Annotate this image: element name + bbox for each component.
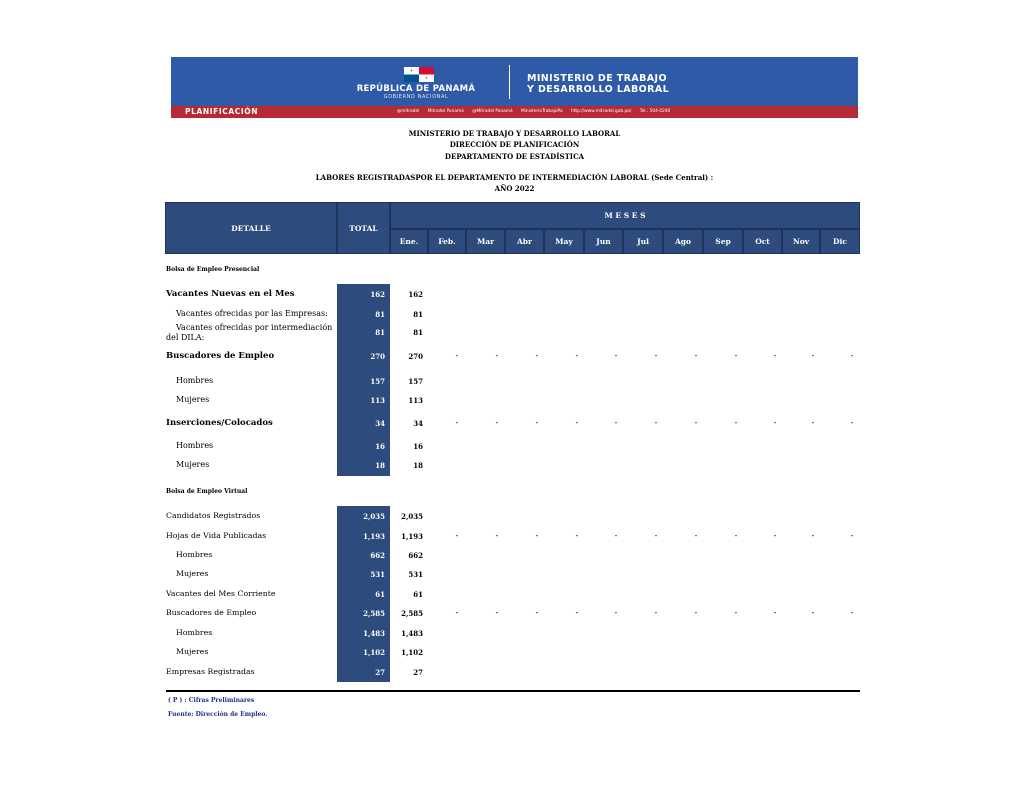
row-label: Mujeres xyxy=(176,647,209,656)
section-presencial: Bolsa de Empleo Presencial xyxy=(166,266,260,273)
month-dash-cell: - xyxy=(455,531,459,540)
total-cell: 1,193 xyxy=(363,532,385,541)
row-label: Empresas Registradas xyxy=(166,667,255,676)
month-dash-cell: - xyxy=(654,608,658,617)
month-dash-cell: - xyxy=(495,418,499,427)
month-jun: Jun xyxy=(584,229,623,254)
month-ago: Ago xyxy=(663,229,703,254)
total-cell: 2,585 xyxy=(363,609,385,618)
ene-cell: 270 xyxy=(408,352,423,361)
twitter-link[interactable]: @mitradel xyxy=(397,109,420,114)
row-label: Hombres xyxy=(176,376,214,385)
month-jul: Jul xyxy=(623,229,663,254)
month-oct: Oct xyxy=(743,229,782,254)
republica-title: REPÚBLICA DE PANAMÁ xyxy=(356,84,476,94)
row-label-cont: del DILA: xyxy=(166,333,205,342)
planificacion-label: PLANIFICACIÓN xyxy=(185,107,259,116)
ene-cell: 2,585 xyxy=(401,609,423,618)
month-dash-cell: - xyxy=(850,531,854,540)
month-dash-cell: - xyxy=(575,418,579,427)
month-dash-cell: - xyxy=(614,608,618,617)
month-dash-cell: - xyxy=(654,351,658,360)
ministerio-line1: MINISTERIO DE TRABAJO xyxy=(527,73,667,84)
total-cell: 662 xyxy=(370,551,385,560)
month-dash-cell: - xyxy=(535,351,539,360)
month-dash-cell: - xyxy=(575,608,579,617)
month-dash-cell: - xyxy=(575,531,579,540)
total-cell: 81 xyxy=(375,328,385,337)
instagram-link[interactable]: @Mitradel Panamá xyxy=(472,109,513,114)
month-dash-cell: - xyxy=(455,351,459,360)
ene-cell: 16 xyxy=(413,442,423,451)
month-dash-cell: - xyxy=(694,351,698,360)
month-dash-cell: - xyxy=(734,418,738,427)
ministerio-line2: Y DESARROLLO LABORAL xyxy=(527,84,670,95)
gobierno-subtitle: GOBIERNO NACIONAL xyxy=(383,94,449,100)
youtube-link[interactable]: MinisterioTrabajoPa xyxy=(521,109,563,114)
month-dash-cell: - xyxy=(850,351,854,360)
month-dash-cell: - xyxy=(535,608,539,617)
total-cell: 157 xyxy=(370,377,385,386)
ene-cell: 1,102 xyxy=(401,648,423,657)
month-dash-cell: - xyxy=(850,418,854,427)
banner-divider xyxy=(509,65,510,99)
month-dash-cell: - xyxy=(811,531,815,540)
month-dic: Dic xyxy=(820,229,860,254)
month-dash-cell: - xyxy=(614,418,618,427)
banner-top xyxy=(171,57,858,106)
month-dash-cell: - xyxy=(614,531,618,540)
ene-cell: 157 xyxy=(408,377,423,386)
month-ene: Ene. xyxy=(390,229,428,254)
month-dash-cell: - xyxy=(575,351,579,360)
month-mar: Mar xyxy=(466,229,505,254)
month-dash-cell: - xyxy=(694,531,698,540)
month-dash-cell: - xyxy=(734,531,738,540)
ene-cell: 27 xyxy=(413,668,423,677)
note-preliminar: ( P ) : Cifras Preliminares xyxy=(168,697,255,704)
month-dash-cell: - xyxy=(773,351,777,360)
month-feb: Feb. xyxy=(428,229,466,254)
month-dash-cell: - xyxy=(455,608,459,617)
facebook-link[interactable]: Mitradel Panamá xyxy=(427,109,464,114)
row-label: Mujeres xyxy=(176,569,209,578)
ene-cell: 1,483 xyxy=(401,629,423,638)
month-dash-cell: - xyxy=(535,418,539,427)
row-label: Vacantes ofrecidas por las Empresas: xyxy=(176,309,328,318)
heading-ministerio: MINISTERIO DE TRABAJO Y DESARROLLO LABORAL xyxy=(408,129,621,138)
section-virtual: Bolsa de Empleo Virtual xyxy=(166,488,248,495)
row-label: Buscadores de Empleo xyxy=(166,608,257,617)
header-meses: M E S E S xyxy=(390,202,860,229)
total-cell: 162 xyxy=(370,290,385,299)
ene-cell: 34 xyxy=(413,419,423,428)
month-dash-cell: - xyxy=(811,351,815,360)
ene-cell: 81 xyxy=(413,310,423,319)
month-dash-cell: - xyxy=(495,531,499,540)
month-dash-cell: - xyxy=(811,608,815,617)
month-dash-cell: - xyxy=(654,418,658,427)
total-cell: 1,102 xyxy=(363,648,385,657)
total-cell: 1,483 xyxy=(363,629,385,638)
row-label: Mujeres xyxy=(176,395,210,404)
month-abr: Abr xyxy=(505,229,544,254)
heading-departamento: DEPARTAMENTO DE ESTADÍSTICA xyxy=(444,152,585,161)
month-dash-cell: - xyxy=(850,608,854,617)
panama-flag-icon xyxy=(404,67,434,82)
total-cell: 16 xyxy=(375,442,385,451)
header-total: TOTAL xyxy=(337,202,390,254)
report-title: LABORES REGISTRADASPOR EL DEPARTAMENTO DE INTERMEDIACIÓN LABORAL (Sede Central) : xyxy=(315,173,714,182)
month-dash-cell: - xyxy=(495,351,499,360)
total-cell: 270 xyxy=(370,352,385,361)
month-dash-cell: - xyxy=(535,531,539,540)
website-link[interactable]: http://www.mitradel.gob.pa/ xyxy=(570,109,632,114)
report-year: AÑO 2022 xyxy=(494,184,535,193)
table-bottom-rule xyxy=(166,690,860,692)
month-dash-cell: - xyxy=(614,351,618,360)
note-fuente: Fuente: Dirección de Empleo. xyxy=(168,711,268,718)
month-dash-cell: - xyxy=(734,608,738,617)
month-dash-cell: - xyxy=(495,608,499,617)
heading-direccion: DIRECCIÓN DE PLANIFICACIÓN xyxy=(449,140,580,149)
total-cell: 61 xyxy=(375,590,385,599)
ene-cell: 113 xyxy=(408,396,423,405)
total-cell: 113 xyxy=(370,396,385,405)
row-label: Hombres xyxy=(176,550,213,559)
month-dash-cell: - xyxy=(773,531,777,540)
month-sep: Sep xyxy=(703,229,743,254)
row-label: Vacantes del Mes Corriente xyxy=(166,589,276,598)
ene-cell: 162 xyxy=(408,290,423,299)
total-cell: 81 xyxy=(375,310,385,319)
ene-cell: 2,035 xyxy=(401,512,423,521)
row-label: Vacantes ofrecidas por intermediación xyxy=(176,323,333,332)
phone-text: Tel.: 504-0240 xyxy=(639,109,671,114)
month-dash-cell: - xyxy=(694,608,698,617)
ene-cell: 531 xyxy=(408,570,423,579)
header-detalle: DETALLE xyxy=(165,202,337,254)
row-label: Mujeres xyxy=(176,460,210,469)
total-cell: 18 xyxy=(375,461,385,470)
row-label: Hombres xyxy=(176,441,214,450)
row-label: Vacantes Nuevas en el Mes xyxy=(166,289,295,299)
total-cell: 27 xyxy=(375,668,385,677)
month-dash-cell: - xyxy=(455,418,459,427)
header-banner xyxy=(171,57,858,118)
row-label: Hojas de Vida Publicadas xyxy=(166,531,267,540)
row-label: Candidatos Registrados xyxy=(166,511,261,520)
ene-cell: 1,193 xyxy=(401,532,423,541)
social-links xyxy=(397,109,677,114)
month-dash-cell: - xyxy=(811,418,815,427)
month-may: May xyxy=(544,229,584,254)
ene-cell: 61 xyxy=(413,590,423,599)
month-dash-cell: - xyxy=(773,608,777,617)
ene-cell: 662 xyxy=(408,551,423,560)
ene-cell: 81 xyxy=(413,328,423,337)
month-dash-cell: - xyxy=(734,351,738,360)
row-label: Inserciones/Colocados xyxy=(166,418,273,428)
total-cell: 2,035 xyxy=(363,512,385,521)
month-nov: Nov xyxy=(782,229,820,254)
ene-cell: 18 xyxy=(413,461,423,470)
month-dash-cell: - xyxy=(694,418,698,427)
total-cell: 34 xyxy=(375,419,385,428)
row-label: Buscadores de Empleo xyxy=(166,351,275,361)
month-dash-cell: - xyxy=(773,418,777,427)
total-cell: 531 xyxy=(370,570,385,579)
row-label: Hombres xyxy=(176,628,213,637)
month-dash-cell: - xyxy=(654,531,658,540)
